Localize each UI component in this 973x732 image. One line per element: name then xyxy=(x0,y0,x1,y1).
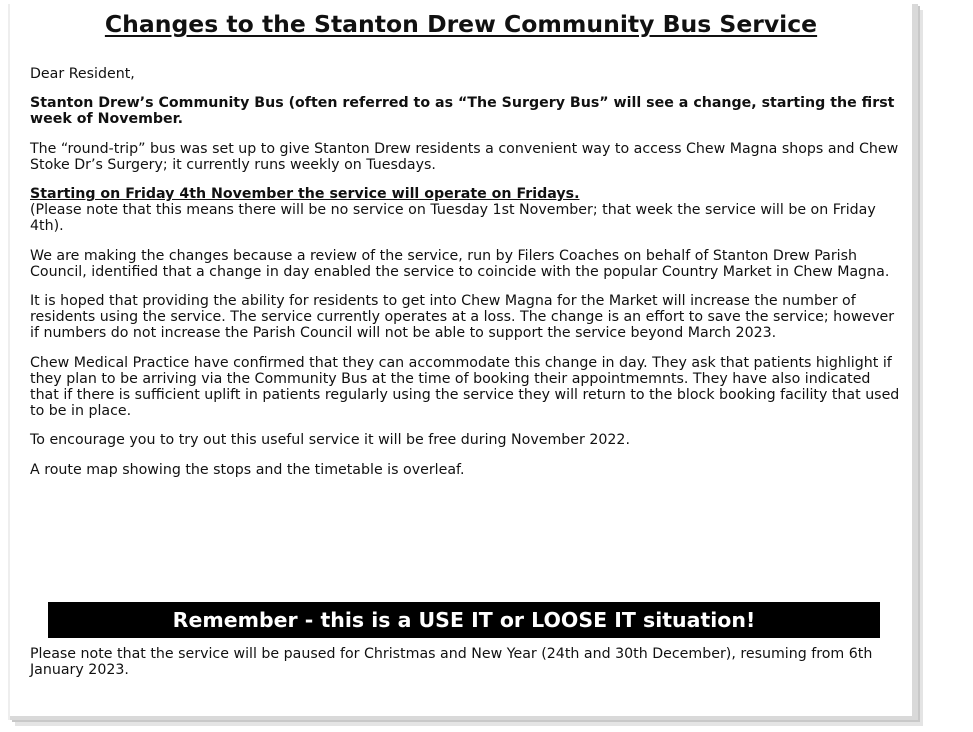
intro-paragraph: Stanton Drew’s Community Bus (often referred to as “The Surgery Bus” will see a change, starting the first week of November. xyxy=(30,95,895,128)
map-paragraph: A route map showing the stops and the timetable is overleaf. xyxy=(30,461,465,478)
use-it-banner: Remember - this is a USE IT or LOOSE IT situation! xyxy=(48,602,880,638)
christmas-note: Please note that the service will be paused for Christmas and New Year (24th and 30th December), resuming from 6th January 2023. xyxy=(30,646,873,679)
review-paragraph: We are making the changes because a review of the service, run by Filers Coaches on behalf of Stanton Drew Parish Council, identified that a change in day enabled the service to coincide with the popular Country Market in Chew Magna. xyxy=(30,247,890,280)
footer-note xyxy=(30,646,890,678)
starting-paragraph xyxy=(30,186,900,235)
starting-note: (Please note that this means there will be no service on Tuesday 1st November; that week the service will be on Friday 4th). xyxy=(30,202,876,235)
hoped-paragraph: It is hoped that providing the ability for residents to get into Chew Magna for the Market will increase the number of residents using the service. The service currently operates at a loss. The change is an effort to save the service; however if numbers do not increase the Parish Council will not be able to support the service beyond March 2023. xyxy=(30,293,895,342)
free-paragraph: To encourage you to try out this useful service it will be free during November 2022. xyxy=(30,432,630,449)
letter-page xyxy=(10,4,918,720)
roundtrip-paragraph: The “round-trip” bus was set up to give Stanton Drew residents a convenient way to access Chew Magna shops and Chew Stoke Dr’s Surgery; it currently runs weekly on Tuesdays. xyxy=(30,140,899,173)
starting-headline: Starting on Friday 4th November the service will operate on Fridays. xyxy=(30,186,580,203)
greeting: Dear Resident, xyxy=(30,66,135,82)
page-title: Changes to the Stanton Drew Community Bus Service xyxy=(104,10,818,38)
letter-body xyxy=(30,66,900,491)
medical-paragraph: Chew Medical Practice have confirmed that they can accommodate this change in day. They ask that patients highlight if they plan to be arriving via the Community Bus at the time of booking their appointmemnts. They have also indicated that if there is sufficient uplift in patients regularly using the service they will return to the block booking facility that used to be in place. xyxy=(30,354,900,420)
